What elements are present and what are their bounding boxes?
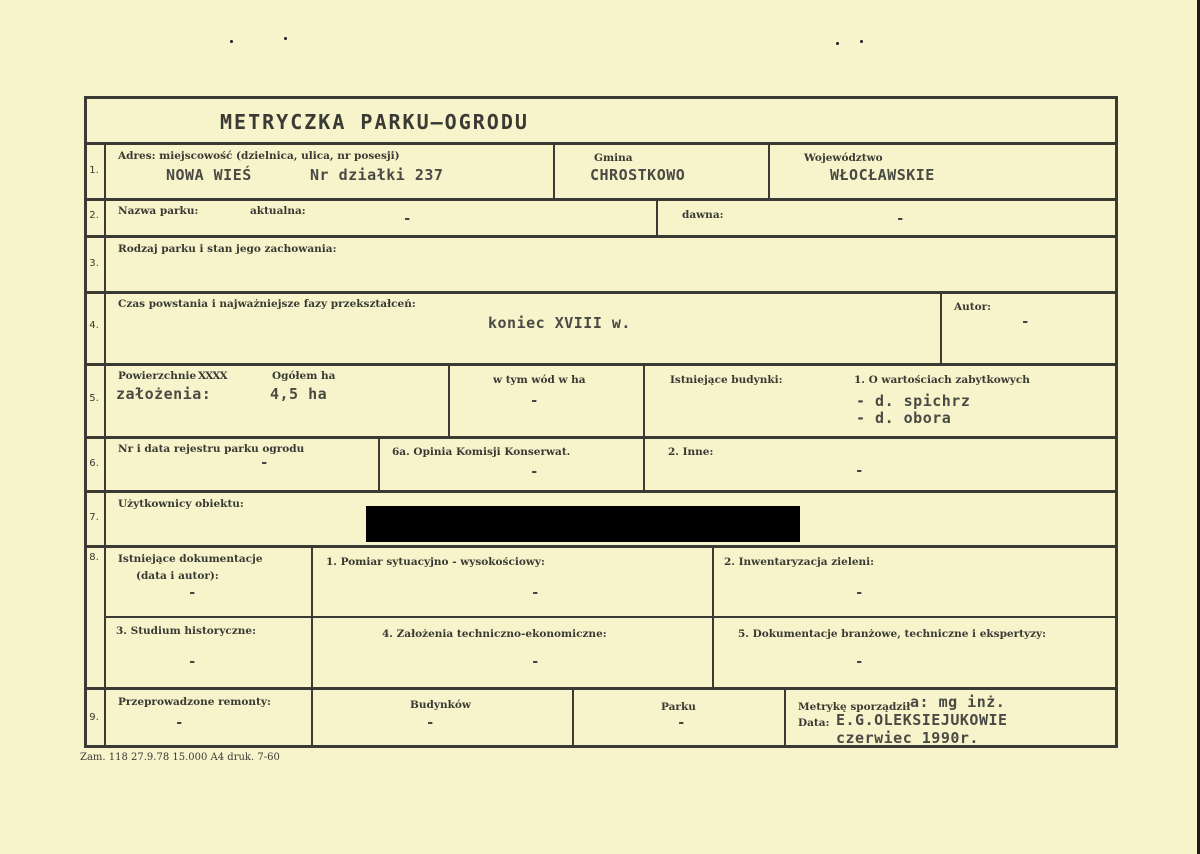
cell-divider: [378, 436, 380, 490]
row-number: 7.: [89, 512, 99, 523]
existing-docs-label: Istniejące dokumentacje: [118, 553, 263, 565]
plot-value: Nr działki 237: [310, 166, 444, 184]
row-divider: [84, 235, 1118, 238]
area-value: założenia:: [116, 385, 212, 403]
row-number: 8.: [89, 552, 99, 563]
historic-item: - d. spichrz: [856, 392, 971, 410]
branch-docs-value: -: [855, 654, 864, 670]
redaction-bar: [366, 506, 800, 542]
greenery-label: 2. Inwentaryzacja zieleni:: [724, 556, 875, 568]
preparer-name: E.G.OLEKSIEJUKOWIE: [836, 711, 1008, 729]
author-value: -: [1021, 314, 1030, 330]
repairs-buildings-label: Budynków: [410, 699, 471, 711]
row-number: 5.: [89, 393, 99, 404]
form-title: METRYCZKA PARKU–OGRODU: [220, 110, 529, 134]
branch-docs-label: 5. Dokumentacje branżowe, techniczne i ekspertyzy:: [738, 628, 1047, 640]
row-number: 2.: [89, 210, 99, 221]
row-number: 6.: [89, 458, 99, 469]
other-label: 2. Inne:: [668, 446, 714, 458]
print-footer: Zam. 118 27.9.78 15.000 A4 druk. 7-60: [80, 752, 280, 763]
former-name-label: dawna:: [682, 209, 724, 221]
total-area-value: 4,5 ha: [270, 385, 328, 403]
cell-divider: [572, 687, 574, 748]
cell-divider: [768, 142, 770, 198]
cell-divider: [656, 198, 658, 235]
cell-divider: [940, 291, 942, 363]
row-divider: [84, 198, 1118, 201]
speck: [860, 40, 863, 43]
repairs-buildings-value: -: [426, 715, 435, 731]
speck: [230, 40, 233, 43]
buildings-label: Istniejące budynki:: [670, 374, 783, 386]
cell-divider: [448, 363, 450, 436]
row-number: 1.: [89, 165, 99, 176]
greenery-value: -: [855, 585, 864, 601]
cell-divider: [643, 363, 645, 436]
existing-docs-value: -: [188, 585, 197, 601]
repairs-park-value: -: [677, 715, 686, 731]
existing-docs-sublabel: (data i autor):: [136, 570, 219, 582]
water-area-value: -: [530, 393, 539, 409]
area-label: Powierzchnie: [118, 370, 197, 382]
tech-econ-label: 4. Założenia techniczno-ekonomiczne:: [382, 628, 607, 640]
row-number: 9.: [89, 712, 99, 723]
park-type-label: Rodzaj parku i stan jego zachowania:: [118, 243, 337, 255]
row-divider: [84, 142, 1118, 145]
speck: [284, 37, 287, 40]
historic-value-label: 1. O wartościach zabytkowych: [854, 374, 1030, 386]
former-name-value: -: [896, 211, 905, 227]
users-label: Użytkownicy obiektu:: [118, 498, 244, 510]
area-strikeout: XXXX: [198, 370, 227, 382]
history-label: Czas powstania i najważniejsze fazy przekształceń:: [118, 298, 416, 310]
speck: [836, 42, 839, 45]
form-frame: [84, 96, 1118, 748]
address-label: Adres: miejscowość (dzielnica, ulica, nr posesji): [118, 150, 400, 162]
repairs-park-label: Parku: [661, 701, 696, 713]
register-value: -: [260, 455, 269, 471]
row-divider: [84, 490, 1118, 493]
row-divider: [84, 545, 1118, 548]
prepared-by-label: Metrykę sporządził: [798, 701, 911, 713]
cell-divider: [784, 687, 786, 748]
water-area-label: w tym wód w ha: [493, 374, 586, 386]
study-value: -: [188, 654, 197, 670]
cell-divider: [643, 436, 645, 490]
survey-value: -: [531, 585, 540, 601]
author-label: Autor:: [954, 301, 992, 313]
total-area-label: Ogółem ha: [272, 370, 336, 382]
row-number: 4.: [89, 320, 99, 331]
tech-econ-value: -: [531, 654, 540, 670]
register-label: Nr i data rejestru parku ogrodu: [118, 443, 305, 455]
row-inner-divider: [104, 616, 1118, 618]
address-value: NOWA WIEŚ: [166, 166, 252, 184]
number-column-divider: [104, 142, 106, 748]
opinion-label: 6a. Opinia Komisji Konserwat.: [392, 446, 571, 458]
repairs-label: Przeprowadzone remonty:: [118, 696, 271, 708]
row-divider: [84, 363, 1118, 366]
study-label: 3. Studium historyczne:: [116, 625, 256, 637]
prepared-by-value: a: mg inż.: [910, 693, 1006, 711]
opinion-value: -: [530, 464, 539, 480]
cell-divider: [553, 142, 555, 198]
current-name-label: aktualna:: [250, 205, 306, 217]
row-divider: [84, 687, 1118, 690]
preparation-date: czerwiec 1990r.: [836, 729, 979, 747]
row-number: 3.: [89, 258, 99, 269]
history-value: koniec XVIII w.: [488, 314, 631, 332]
row-divider: [84, 291, 1118, 294]
survey-label: 1. Pomiar sytuacyjno - wysokościowy:: [326, 556, 545, 568]
cell-divider: [311, 687, 313, 748]
repairs-value: -: [175, 715, 184, 731]
other-value: -: [855, 463, 864, 479]
date-label: Data:: [798, 717, 830, 729]
current-name-value: -: [403, 211, 412, 227]
voivodeship-value: WŁOCŁAWSKIE: [830, 166, 935, 184]
gmina-label: Gmina: [594, 152, 633, 164]
historic-item: - d. obora: [856, 409, 952, 427]
gmina-value: CHROSTKOWO: [590, 166, 686, 184]
row-divider: [84, 436, 1118, 439]
park-name-label: Nazwa parku:: [118, 205, 199, 217]
voivodeship-label: Województwo: [804, 152, 883, 164]
